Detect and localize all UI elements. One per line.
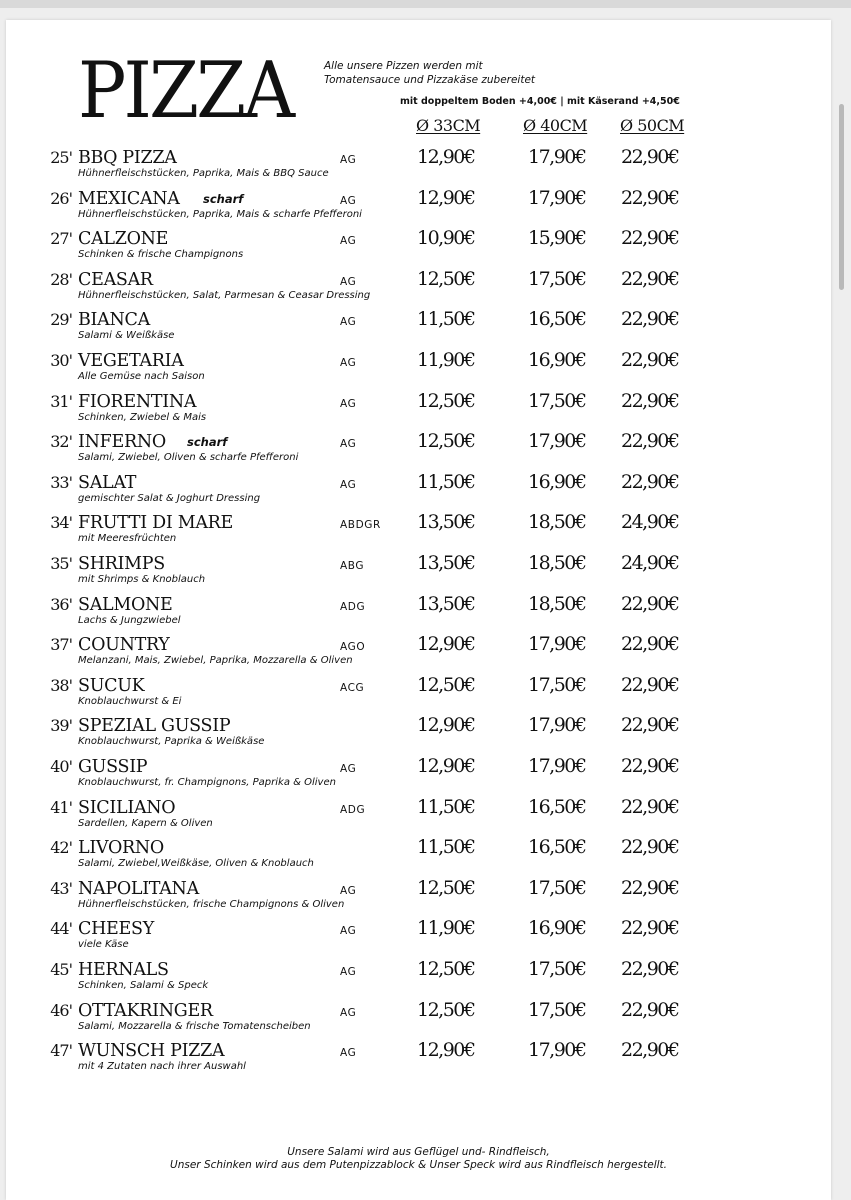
price-33cm: 12,50€ — [417, 673, 475, 696]
allergen-codes: AG — [340, 925, 357, 938]
menu-item — [0, 796, 851, 836]
item-description: Hühnerfleischstücken, Paprika, Mais & BBQ Sauce — [78, 168, 329, 179]
intro-line-1: Alle unsere Pizzen werden mit — [324, 60, 483, 72]
allergen-codes: AG — [340, 966, 357, 978]
price-50cm: 22,90€ — [621, 389, 679, 412]
item-description: Schinken, Salami & Speck — [78, 980, 209, 991]
price-50cm: 22,90€ — [621, 308, 679, 331]
price-40cm: 16,90€ — [528, 470, 586, 493]
viewer-top-strip — [0, 0, 851, 8]
menu-item — [0, 958, 851, 998]
price-50cm: 24,90€ — [621, 552, 679, 574]
price-33cm: 12,90€ — [417, 186, 475, 209]
price-50cm: 22,90€ — [621, 186, 679, 209]
item-name: SICILIANO — [78, 797, 176, 818]
size-header-40: Ø 40CM — [523, 116, 588, 135]
price-50cm: 22,90€ — [621, 876, 679, 899]
allergen-codes: AG — [340, 154, 357, 166]
item-description: Knoblauchwurst, fr. Champignons, Paprika & Oliven — [78, 777, 336, 788]
price-40cm: 17,50€ — [528, 389, 586, 412]
price-33cm: 13,50€ — [417, 552, 475, 574]
intro-line-2: Tomatensauce und Pizzakäse zubereitet — [324, 74, 536, 86]
item-number: 45' — [50, 960, 72, 979]
item-description: gemischter Salat & Joghurt Dressing — [78, 492, 261, 504]
item-description: Lachs & Jungzwiebel — [78, 614, 181, 626]
price-33cm: 11,50€ — [417, 795, 475, 818]
item-number: 31' — [50, 391, 72, 411]
item-number: 42' — [50, 838, 72, 858]
item-name: BBQ PIZZA — [78, 148, 177, 168]
item-number: 37' — [50, 635, 72, 655]
size-header-50: Ø 50CM — [620, 116, 685, 135]
menu-item — [0, 268, 851, 308]
item-description: Knoblauchwurst & Ei — [78, 695, 182, 707]
price-50cm: 22,90€ — [621, 998, 679, 1021]
price-33cm: 10,90€ — [417, 227, 475, 250]
price-40cm: 16,50€ — [528, 308, 586, 331]
price-50cm: 22,90€ — [621, 673, 679, 696]
price-50cm: 22,90€ — [621, 592, 679, 615]
allergen-codes: ABG — [340, 560, 365, 572]
item-name: SPEZIAL GUSSIP — [78, 716, 231, 737]
item-description: Salami & Weißkäse — [78, 330, 175, 342]
item-name: GUSSIP — [78, 757, 148, 777]
item-name: FRUTTI DI MARE — [78, 513, 234, 534]
menu-item — [0, 877, 851, 917]
price-33cm: 12,50€ — [417, 876, 475, 899]
price-33cm: 12,90€ — [417, 1039, 475, 1062]
price-40cm: 17,90€ — [528, 186, 586, 209]
menu-item — [0, 836, 851, 876]
item-description: mit Meeresfrüchten — [78, 533, 177, 545]
item-description: Salami, Mozzarella & frische Tomatenscheiben — [78, 1020, 311, 1032]
footnote — [6, 1146, 831, 1172]
menu-item — [0, 430, 851, 470]
price-33cm: 12,50€ — [417, 389, 475, 412]
menu-item — [0, 714, 851, 754]
menu-item — [0, 146, 851, 186]
item-number: 27' — [50, 229, 72, 249]
item-name: COUNTRY — [78, 635, 170, 656]
price-40cm: 16,90€ — [528, 349, 586, 371]
item-name: INFERNO — [78, 432, 166, 453]
price-40cm: 16,50€ — [528, 795, 586, 818]
menu-item — [0, 593, 851, 633]
price-40cm: 17,50€ — [528, 958, 586, 980]
price-33cm: 12,90€ — [417, 633, 475, 656]
item-name: SALAT — [78, 472, 137, 493]
allergen-codes: ACG — [340, 681, 365, 694]
item-description: viele Käse — [78, 939, 129, 951]
price-50cm: 22,90€ — [621, 267, 679, 290]
allergen-codes: AG — [340, 1047, 357, 1060]
item-description: mit Shrimps & Knoblauch — [78, 574, 206, 585]
item-description: Melanzani, Mais, Zwiebel, Paprika, Mozzarella & Oliven — [78, 655, 353, 667]
extras-note: mit doppeltem Boden +4,00€ | mit Käserand +4,50€ — [400, 96, 680, 107]
price-50cm: 22,90€ — [621, 1039, 679, 1062]
item-number: 43' — [50, 878, 72, 898]
price-33cm: 12,50€ — [417, 958, 475, 980]
item-description: mit 4 Zutaten nach ihrer Auswahl — [78, 1061, 246, 1073]
menu-item — [0, 390, 851, 430]
menu-item — [0, 471, 851, 511]
price-50cm: 22,90€ — [621, 349, 679, 371]
item-description: Hühnerfleischstücken, frische Champignons & Oliven — [78, 898, 345, 910]
price-50cm: 22,90€ — [621, 470, 679, 493]
item-description: Knoblauchwurst, Paprika & Weißkäse — [78, 736, 265, 748]
price-40cm: 17,90€ — [528, 714, 586, 737]
price-33cm: 11,50€ — [417, 836, 475, 859]
item-name: VEGETARIA — [78, 351, 184, 371]
menu-item — [0, 187, 851, 227]
spicy-tag: scharf — [187, 435, 228, 450]
item-number: 35' — [50, 554, 72, 573]
price-33cm: 11,50€ — [417, 308, 475, 331]
item-name: MEXICANA — [78, 188, 180, 209]
item-number: 36' — [50, 594, 72, 614]
price-40cm: 17,50€ — [528, 998, 586, 1021]
allergen-codes: AG — [340, 357, 357, 369]
allergen-codes: ABDGR — [340, 519, 381, 532]
item-name: FIORENTINA — [78, 391, 197, 412]
footnote-line-1: Unsere Salami wird aus Geflügel und- Rindfleisch, — [287, 1146, 550, 1158]
item-name: SUCUK — [78, 675, 145, 696]
item-number: 41' — [50, 797, 72, 817]
price-50cm: 22,90€ — [621, 633, 679, 656]
item-number: 28' — [50, 269, 72, 289]
item-number: 39' — [50, 716, 72, 736]
price-40cm: 17,90€ — [528, 430, 586, 453]
allergen-codes: AG — [340, 235, 357, 248]
item-name: OTTAKRINGER — [78, 1000, 213, 1021]
price-40cm: 17,90€ — [528, 146, 586, 168]
price-33cm: 13,50€ — [417, 511, 475, 534]
item-number: 32' — [50, 432, 72, 452]
price-50cm: 22,90€ — [621, 146, 679, 168]
item-description: Schinken & frische Champignons — [78, 249, 244, 261]
allergen-codes: AGO — [340, 641, 366, 654]
price-33cm: 11,50€ — [417, 470, 475, 493]
price-40cm: 17,50€ — [528, 267, 586, 290]
menu-item — [0, 349, 851, 389]
price-40cm: 17,90€ — [528, 1039, 586, 1062]
item-number: 33' — [50, 472, 72, 492]
item-name: WUNSCH PIZZA — [78, 1041, 225, 1062]
item-number: 47' — [50, 1041, 72, 1061]
item-name: NAPOLITANA — [78, 878, 199, 899]
price-33cm: 11,90€ — [417, 349, 475, 371]
price-33cm: 12,90€ — [417, 755, 475, 777]
price-33cm: 12,50€ — [417, 430, 475, 453]
menu-item — [0, 308, 851, 348]
item-number: 44' — [50, 919, 72, 939]
menu-item — [0, 674, 851, 714]
price-50cm: 22,90€ — [621, 227, 679, 250]
price-40cm: 18,50€ — [528, 552, 586, 574]
menu-item — [0, 1039, 851, 1079]
menu-item — [0, 999, 851, 1039]
price-50cm: 22,90€ — [621, 430, 679, 453]
item-number: 25' — [50, 148, 72, 167]
item-number: 30' — [50, 351, 72, 370]
price-50cm: 24,90€ — [621, 511, 679, 534]
price-33cm: 12,50€ — [417, 267, 475, 290]
price-40cm: 15,90€ — [528, 227, 586, 250]
price-50cm: 22,90€ — [621, 795, 679, 818]
allergen-codes: AG — [340, 194, 357, 207]
item-description: Hühnerfleischstücken, Paprika, Mais & scharfe Pfefferoni — [78, 208, 362, 220]
menu-item — [0, 552, 851, 592]
item-description: Sardellen, Kapern & Oliven — [78, 817, 213, 829]
item-number: 34' — [50, 513, 72, 533]
menu-item — [0, 633, 851, 673]
footnote-line-2: Unser Schinken wird aus dem Putenpizzablock & Unser Speck wird aus Rindfleisch hergestellt. — [170, 1159, 667, 1171]
spicy-tag: scharf — [203, 191, 244, 206]
allergen-codes: AG — [340, 1006, 357, 1019]
item-name: SHRIMPS — [78, 554, 165, 574]
allergen-codes: AG — [340, 884, 357, 897]
allergen-codes: AG — [340, 763, 357, 775]
intro-note — [324, 59, 535, 87]
allergen-codes: AG — [340, 478, 357, 491]
item-name: HERNALS — [78, 960, 169, 980]
menu-item — [0, 917, 851, 957]
allergen-codes: AG — [340, 316, 357, 329]
item-name: CEASAR — [78, 269, 153, 290]
item-number: 40' — [50, 757, 72, 776]
price-33cm: 12,50€ — [417, 998, 475, 1021]
page-title: PIZZA — [78, 46, 293, 136]
price-40cm: 17,50€ — [528, 876, 586, 899]
item-name: CALZONE — [78, 229, 169, 250]
allergen-codes: AG — [340, 397, 357, 410]
item-name: SALMONE — [78, 594, 173, 615]
item-description: Hühnerfleischstücken, Salat, Parmesan & Ceasar Dressing — [78, 289, 371, 301]
item-name: LIVORNO — [78, 838, 164, 859]
item-number: 26' — [50, 188, 72, 208]
item-name: CHEESY — [78, 919, 154, 940]
item-description: Salami, Zwiebel, Oliven & scharfe Pfefferoni — [78, 452, 299, 464]
item-description: Alle Gemüse nach Saison — [78, 371, 205, 382]
item-name: BIANCA — [78, 310, 150, 331]
price-33cm: 12,90€ — [417, 714, 475, 737]
item-description: Salami, Zwiebel,Weißkäse, Oliven & Knoblauch — [78, 858, 314, 870]
price-40cm: 18,50€ — [528, 511, 586, 534]
allergen-codes: AG — [340, 275, 357, 288]
price-50cm: 22,90€ — [621, 836, 679, 859]
menu-item — [0, 755, 851, 795]
price-33cm: 11,90€ — [417, 917, 475, 940]
size-header-33: Ø 33CM — [416, 116, 481, 135]
price-40cm: 16,50€ — [528, 836, 586, 859]
menu-item — [0, 511, 851, 551]
allergen-codes: ADG — [340, 600, 366, 613]
price-33cm: 12,90€ — [417, 146, 475, 168]
item-description: Schinken, Zwiebel & Mais — [78, 411, 207, 423]
price-40cm: 18,50€ — [528, 592, 586, 615]
item-number: 29' — [50, 310, 72, 330]
allergen-codes: AG — [340, 438, 357, 451]
item-number: 38' — [50, 675, 72, 695]
price-40cm: 16,90€ — [528, 917, 586, 940]
item-number: 46' — [50, 1000, 72, 1020]
price-40cm: 17,50€ — [528, 673, 586, 696]
allergen-codes: ADG — [340, 803, 366, 816]
price-40cm: 17,90€ — [528, 633, 586, 656]
price-33cm: 13,50€ — [417, 592, 475, 615]
price-50cm: 22,90€ — [621, 958, 679, 980]
price-50cm: 22,90€ — [621, 917, 679, 940]
price-40cm: 17,90€ — [528, 755, 586, 777]
menu-item — [0, 227, 851, 267]
price-50cm: 22,90€ — [621, 714, 679, 737]
price-50cm: 22,90€ — [621, 755, 679, 777]
